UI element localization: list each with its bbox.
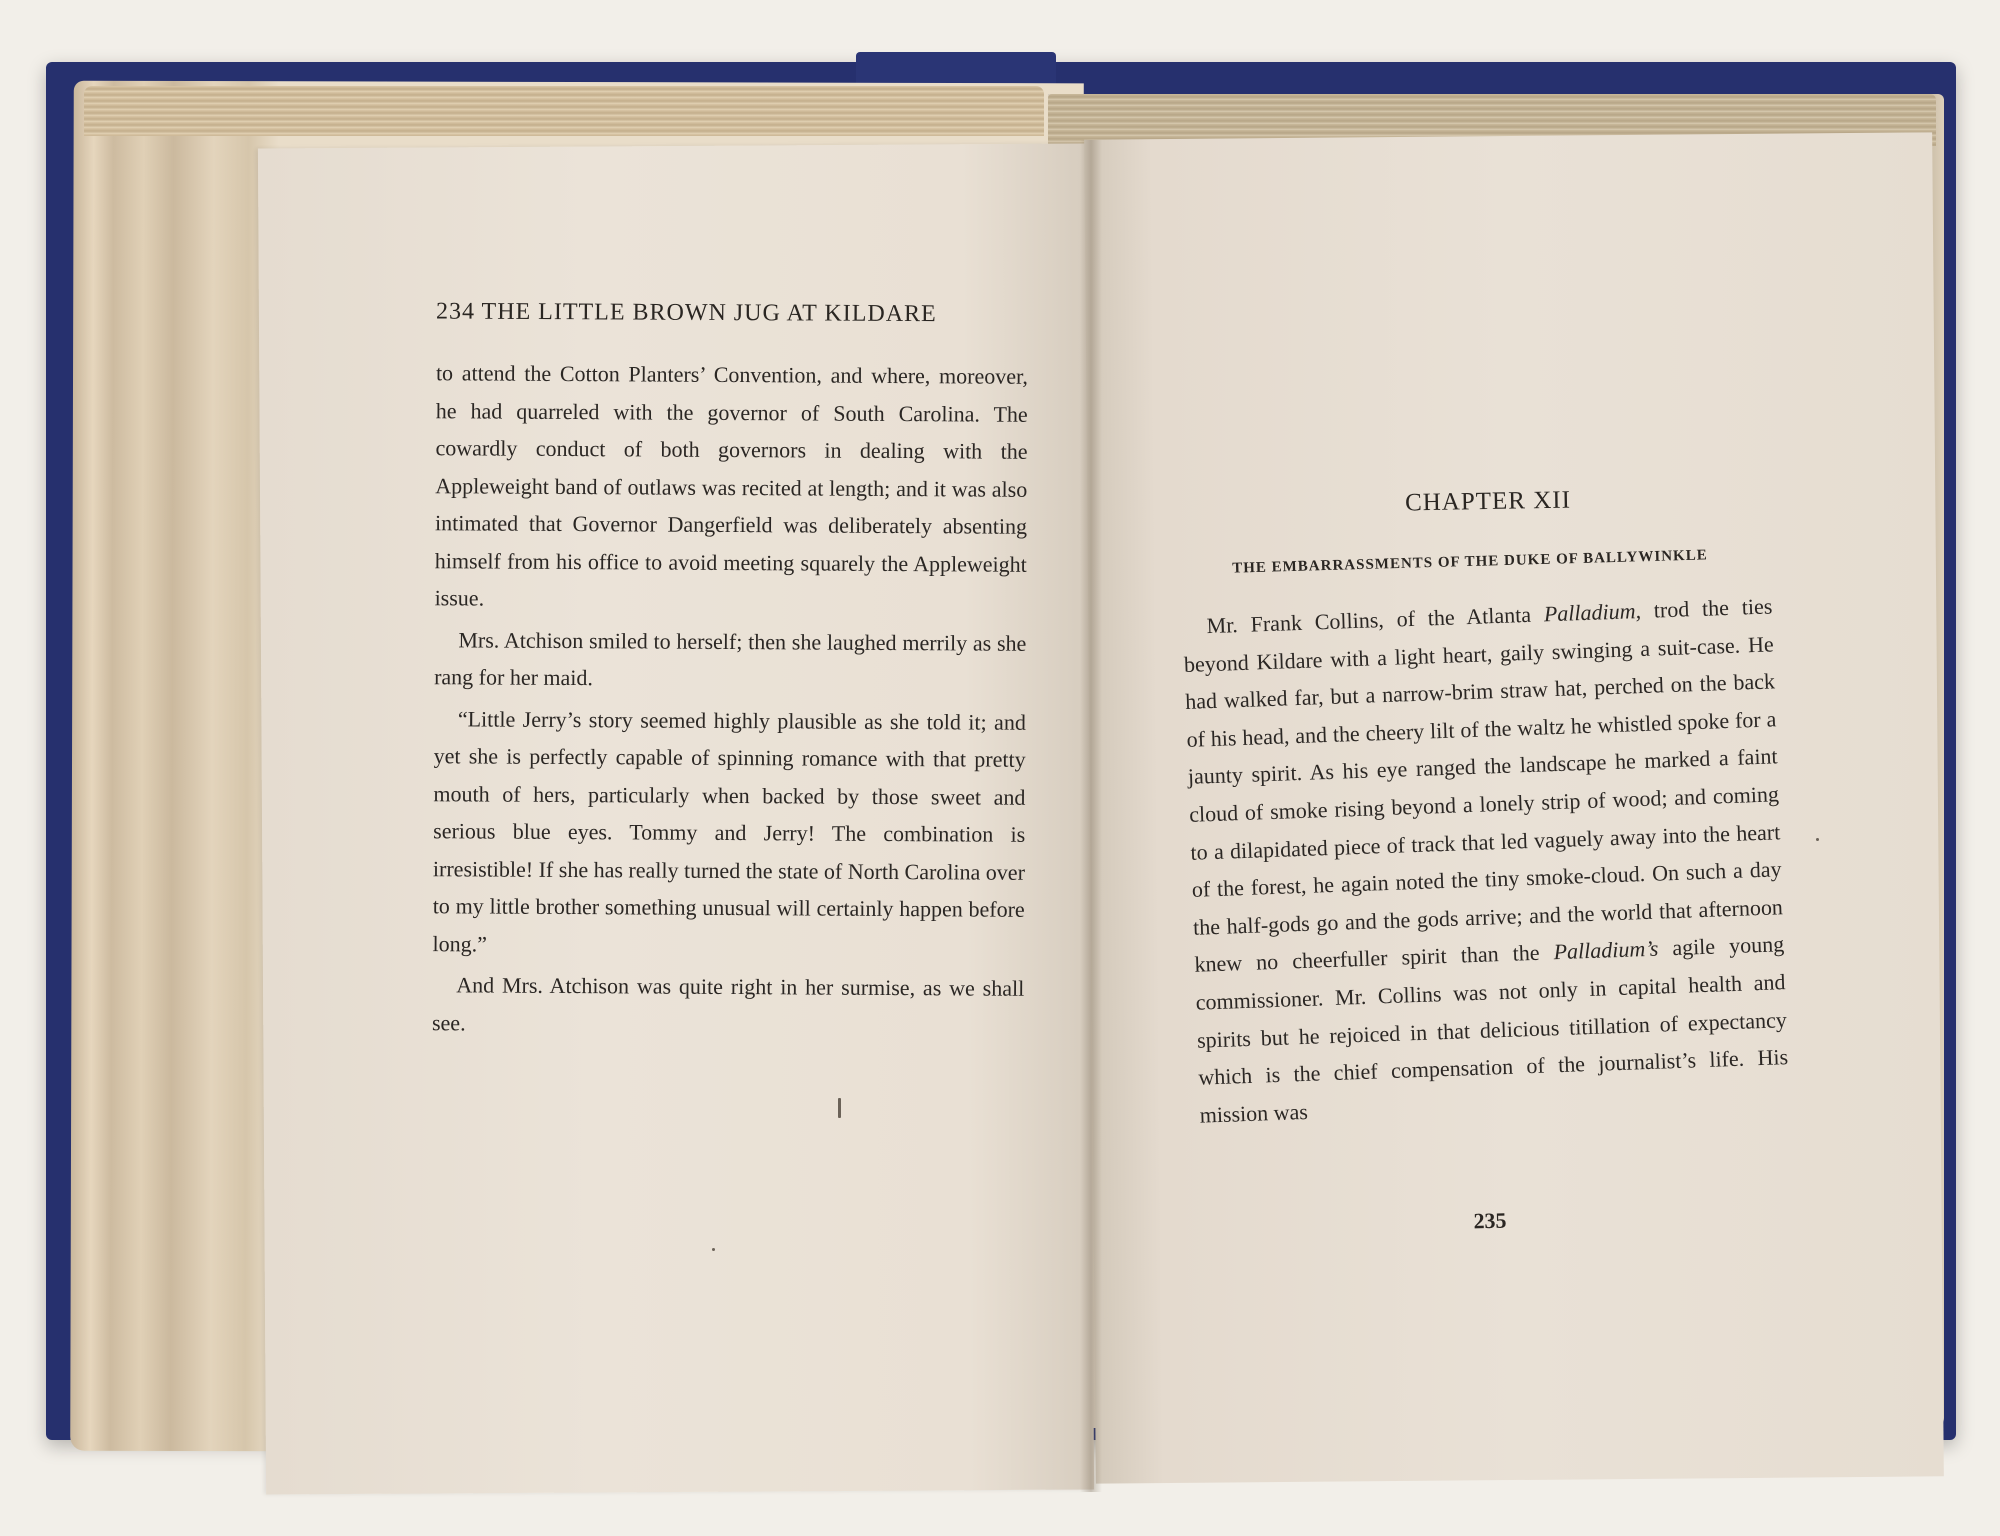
running-head: 234 THE LITTLE BROWN JUG AT KILDARE bbox=[435, 298, 937, 328]
chapter-title: CHAPTER XII bbox=[1404, 486, 1572, 517]
text-run: trod the ties beyond Kildare with a light heart, gaily swinging a suit-case. He had walked far, but a narrow-brim straw hat, perched on the back of his head, and the cheery lilt of the waltz he whistled spoke for a jaunty spirit. As his eye ranged the landscape he marked a faint cloud of smoke rising beyond a lonely strip of wood; and coming to a dilapidated piece of track that led vaguely away into the heart of the forest, he again noted the tiny smoke-cloud. On such a day the half-gods go and the gods arrive; and the world that afternoon knew no cheerfuller spirit than the bbox=[1183, 593, 1784, 978]
page-number: 235 bbox=[1473, 1207, 1507, 1234]
paper-speck bbox=[838, 1098, 841, 1118]
paragraph: to attend the Cotton Planters’ Convention, and where, moreover, he had quarreled with the governor of South Carolina. The cowardly conduct of both governors in dealing with the Appleweight band of outlaws was recited at length; and it was also intimated that Governor Dangerfield was deliberately absenting himself from his office to avoid meeting squarely the Appleweight issue. bbox=[434, 360, 1029, 611]
left-page-edges bbox=[84, 86, 1044, 136]
right-page-text bbox=[1182, 587, 1790, 1134]
paper-speck bbox=[712, 1248, 715, 1251]
book-gutter bbox=[1080, 140, 1102, 1492]
text-run: agile young commissioner. Mr. Collins was not only in capital health and spirits but he rejoiced in that delicious titillation of expectancy which is the chief compensation of the journalist’s life. His mission was bbox=[1195, 931, 1789, 1128]
paragraph: “Little Jerry’s story seemed highly plausible as she told it; and yet she is perfectly capable of spinning romance with that pretty mouth of hers, particularly when backed by those sweet and serious blue eyes. Tommy and Jerry! The combination is irresistible! If she has really turned the state of North Carolina over to my little brother something unusual will certainly happen before long.” bbox=[432, 705, 1026, 957]
italic-text: Palladium’s bbox=[1553, 935, 1659, 965]
paragraph: Mrs. Atchison smiled to herself; then she laughed merrily as she rang for her maid. bbox=[434, 626, 1027, 691]
left-page-text bbox=[432, 354, 1028, 1045]
paragraph bbox=[1182, 587, 1790, 1134]
italic-text: Palladium, bbox=[1543, 597, 1642, 627]
text-run: Mr. Frank Collins, of the Atlanta bbox=[1206, 601, 1545, 639]
paragraph: And Mrs. Atchison was quite right in her surmise, as we shall see. bbox=[431, 972, 1025, 1035]
paper-speck bbox=[1816, 838, 1819, 841]
chapter-subtitle: THE EMBARRASSMENTS OF THE DUKE OF BALLYWINKLE bbox=[1232, 547, 1708, 577]
